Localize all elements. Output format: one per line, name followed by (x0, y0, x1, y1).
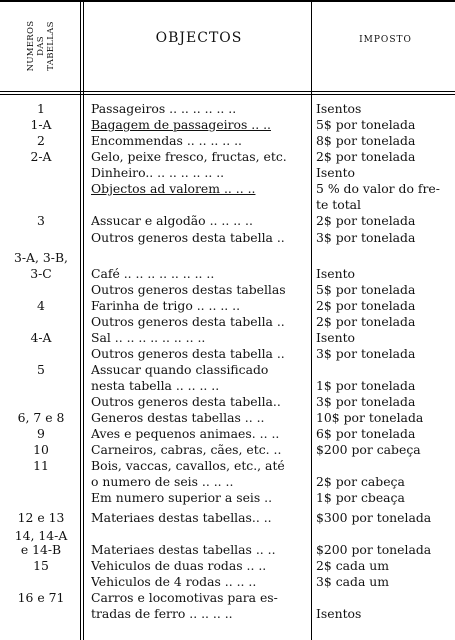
object-cell: Outros generos destas tabellas (91, 282, 286, 297)
number-cell: 11 (33, 458, 49, 473)
tax-cell: 2$ por tonelada (316, 213, 416, 228)
number-cell: 3 (37, 213, 45, 228)
object-cell: Outros generos desta tabella .. (91, 346, 285, 361)
number-cell: 9 (37, 426, 45, 441)
table-row (0, 117, 455, 133)
tax-cell: 5$ por tonelada (316, 282, 416, 297)
tax-cell: 8$ por tonelada (316, 133, 416, 148)
object-cell: Materiaes destas tabellas .. .. (91, 542, 276, 557)
table-row (0, 490, 455, 506)
number-cell: 3-C (30, 266, 52, 281)
object-cell: Vehiculos de 4 rodas .. .. .. (91, 574, 257, 589)
object-cell: Dinheiro.. .. .. .. .. .. .. (91, 165, 225, 180)
table-row (0, 213, 455, 229)
object-cell: Em numero superior a seis .. (91, 490, 273, 505)
object-cell: Bois, vaccas, cavallos, etc., até (91, 458, 285, 473)
table-row (0, 197, 455, 213)
object-cell: Materiaes destas tabellas.. .. (91, 510, 272, 525)
header-numbers-line3: TABELLAS (46, 21, 56, 71)
table-row (0, 542, 455, 558)
object-cell: Carneiros, cabras, cães, etc. .. (91, 442, 282, 457)
tax-cell: 10$ por tonelada (316, 410, 424, 425)
table-row (0, 165, 455, 181)
table-row (0, 314, 455, 330)
object-cell: Objectos ad valorem .. .. .. (91, 181, 256, 196)
number-cell: 15 (33, 558, 49, 573)
number-cell: 16 e 71 (17, 590, 65, 605)
table-row (0, 330, 455, 346)
header-numbers (3, 2, 73, 90)
table-row (0, 574, 455, 590)
table-row (0, 181, 455, 197)
object-cell: Sal .. .. .. .. .. .. .. .. (91, 330, 206, 345)
tax-cell: Isento (316, 330, 356, 345)
object-cell: Vehiculos de duas rodas .. .. (91, 558, 267, 573)
number-cell: 2 (37, 133, 45, 148)
header-numbers-label (26, 21, 56, 72)
tax-cell: 1$ por cbeaça (316, 490, 405, 505)
object-cell: Generos destas tabellas .. .. (91, 410, 265, 425)
table-row (0, 266, 455, 282)
table-row (0, 590, 455, 606)
tax-cell: 2$ por tonelada (316, 149, 416, 164)
object-cell: Outros generos desta tabella.. (91, 394, 281, 409)
number-cell: 5 (37, 362, 45, 377)
number-cell: 6, 7 e 8 (17, 410, 65, 425)
tax-cell: 5$ por tonelada (316, 117, 416, 132)
table-row (0, 426, 455, 442)
object-cell: Assucar e algodão .. .. .. .. (91, 213, 253, 228)
number-cell: 12 e 13 (17, 510, 65, 525)
tax-cell: 3$ cada um (316, 574, 390, 589)
table-row (0, 250, 455, 266)
table-row (0, 133, 455, 149)
object-cell: Assucar quando classificado (91, 362, 269, 377)
number-cell: e 14-B (20, 542, 62, 557)
object-cell: Encommendas .. .. .. .. .. (91, 133, 242, 148)
object-cell: Farinha de trigo .. .. .. .. (91, 298, 241, 313)
number-cell: 2-A (30, 149, 52, 164)
table-row (0, 101, 455, 117)
tax-cell: 2$ cada um (316, 558, 390, 573)
table-row (0, 510, 455, 526)
tax-cell: 3$ por tonelada (316, 394, 416, 409)
object-cell: tradas de ferro .. .. .. .. (91, 606, 233, 621)
object-cell: Outros generos desta tabella .. (91, 314, 285, 329)
table-row (0, 410, 455, 426)
object-cell: nesta tabella .. .. .. .. (91, 378, 220, 393)
object-cell: Café .. .. .. .. .. .. .. .. (91, 266, 215, 281)
tax-cell: 2$ por cabeça (316, 474, 405, 489)
table-row (0, 298, 455, 314)
header-rule (0, 91, 455, 92)
table-row (0, 474, 455, 490)
tax-cell: 2$ por tonelada (316, 314, 416, 329)
object-cell: Passageiros .. .. .. .. .. .. (91, 101, 237, 116)
table-row (0, 606, 455, 622)
tax-cell: te total (316, 197, 362, 212)
number-cell: 1 (37, 101, 45, 116)
tax-cell: 2$ por tonelada (316, 298, 416, 313)
tax-cell: Isentos (316, 606, 362, 621)
number-cell: 10 (33, 442, 49, 457)
table-row (0, 149, 455, 165)
table-row (0, 282, 455, 298)
table-row (0, 558, 455, 574)
tax-cell: 1$ por tonelada (316, 378, 416, 393)
number-cell: 4-A (30, 330, 52, 345)
header-objects: OBJECTOS (155, 30, 243, 46)
tax-cell: Isento (316, 165, 356, 180)
tax-cell: $300 por tonelada (316, 510, 432, 525)
number-cell: 14, 14-A (14, 528, 68, 543)
object-cell: o numero de seis .. .. .. (91, 474, 234, 489)
header-rule-2 (0, 94, 455, 95)
table-row (0, 346, 455, 362)
tax-cell: 6$ por tonelada (316, 426, 416, 441)
table-row (0, 394, 455, 410)
tax-cell: 3$ por tonelada (316, 230, 416, 245)
table-row (0, 230, 455, 246)
table-row (0, 442, 455, 458)
tax-cell: $200 por tonelada (316, 542, 432, 557)
header-numbers-line1: NUMEROS (26, 20, 36, 72)
object-cell: Aves e pequenos animaes. .. .. (91, 426, 280, 441)
tax-cell: Isento (316, 266, 356, 281)
object-cell: Bagagem de passageiros .. .. (91, 117, 271, 132)
number-cell: 1-A (30, 117, 52, 132)
number-cell: 4 (37, 298, 45, 313)
tax-cell: $200 por cabeça (316, 442, 421, 457)
object-cell: Carros e locomotivas para es- (91, 590, 278, 605)
tax-cell: 5 % do valor do fre- (316, 181, 440, 196)
table-row (0, 458, 455, 474)
header-numbers-line2: DAS (36, 36, 46, 56)
tax-cell: Isentos (316, 101, 362, 116)
table-row (0, 378, 455, 394)
header-tax: IMPOSTO (359, 35, 412, 45)
object-cell: Outros generos desta tabella .. (91, 230, 285, 245)
table-row (0, 362, 455, 378)
number-cell: 3-A, 3-B, (13, 250, 68, 265)
object-cell: Gelo, peixe fresco, fructas, etc. (91, 149, 287, 164)
tax-cell: 3$ por tonelada (316, 346, 416, 361)
